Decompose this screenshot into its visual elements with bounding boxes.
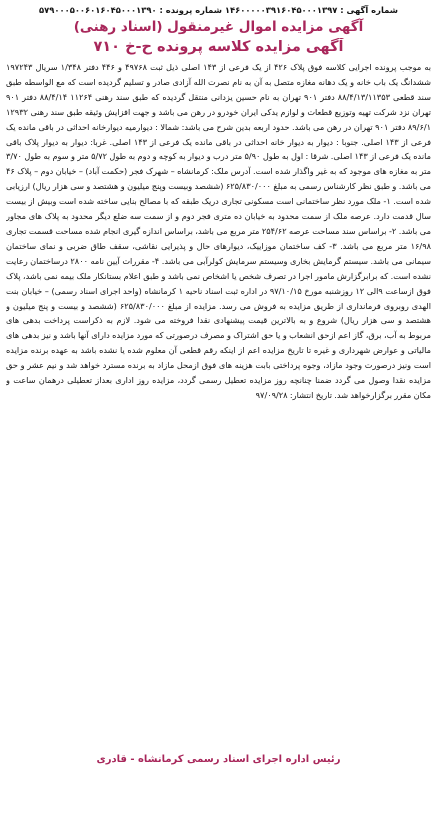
- notice-number-line: شماره آگهی : ۱۴۶۰۰۰۰۰۳۹۱۶۰۴۵۰۰۰۱۳۹۷ شماره پرونده : ۵۷۹۰۰۰۵۰۰۶۰۱۶۰۴۵۰۰۰۱۳۹۰: [39, 5, 398, 15]
- notice-signature: رئیس اداره اجرای اسناد رسمی کرمانشاه - قادری: [96, 754, 341, 765]
- notice-title: آگهی مزایده اموال غیرمنقول (اسناد رهنی): [73, 19, 364, 35]
- notice-body: به موجب پرونده اجرایی کلاسه فوق پلاک ۴۲۶ از یک فرعی از ۱۴۳ اصلی ذیل ثبت ۴۹۷۶۸ و ۴۴۶ دفتر ۱/۳۴۸ سریال ۱۹۷۲۴۳ ششدانگ یک باب خانه و یک دهانه مغازه متصل به آن به نام نصرت الله آزادی صادر و تسلیم گردیده است که مع الواسطه طبق سند قطعی ۸۸/۴/۱۳/۱۱۳۵۳ دفتر ۹۰۱ تهران به نام حسین یزدانی منتقل گردیده که طبق سند رهنی ۱۱۲۶۴ ۸۸/۴/۱۴ دفتر ۹۰۱ تهران نزد شرکت تهیه وتوزیع قطعات و لوازم یدکی ایران خودرو در رهن می باشد و جهت افزایش وثیقه طبق سند رهنی ۱۲۹۳۲ ۸۹/۶/۱ دفتر ۹۰۱ تهران در رهن می باشد. حدود اربعه بدین شرح می باشد: شمالا : دیوارمیه دیوارخانه احداثی در باقی مانده یک فرعی از ۱۴۳ اصلی. جنوبا : دیوار به دیوار خانه احداثی در باقی مانده یک فرعی از ۱۴۳ اصلی. غربا: دیوار به دیوار پلاک باقی مانده یک فرعی از ۱۴۳ اصلی. شرقا : اول به طول ۵/۹۰ متر درب و دیوار به کوچه و دوم به طول ۵/۷۲ متر و سوم به طول ۳/۷۰ متر به مغازه های موجود که به غیر واگذار شده است. آدرس ملک: کرمانشاه – شهرک فجر (حکمت آباد) – خیابان دوم – پلاک ۴۶ می باشد. و طبق نظر کارشناس رسمی به مبلغ ۶۲۵/۸۳۰/۰۰۰ (ششصد وبیست وپنج میلیون و هشتصد و سی هزار ریال) ارزیابی شده است. ۱- ملک مورد نظر ساختمانی است مسکونی تجاری دریک طبقه که با مصالح بنایی ساخته شده است وبیش از بیست سال قدمت دارد. عرصه ملک از سمت محدود به خیابان ده متری فجر دوم و از سمت سه ضلع دیگر محدود به پلاک های مجاور می باشد. ۲- براساس سند مساحت عرصه ۲۵۴/۶۲ متر مربع می باشد، براساس اندازه گیری انجام شده مساحت قسمت تجاری ۱۶/۹۸ متر مربع می باشد. ۳- کف ساختمان موزاییک، دیوارهای حال و پذیرایی نقاشی، سقف طاق ضربی و نمای ساختمان سیمانی می باشد. سیستم گرمایش بخاری وسیستم سرمایش کولرآبی می باشد. ۴- مقررات آیین نامه ۲۸۰۰ درساختمان رعایت نشده است. که برابرگزارش مامور اجرا در تصرف شخص یا اشخاص نمی باشد و طبق اعلام بستانکار ملک بیمه نمی باشد، پلاک فوق ازساعت ۹الی ۱۲ روزشنبه مورخ ۹۷/۱۰/۱۵ در اداره ثبت اسناد ناحیه ۱ کرمانشاه (واحد اجرای اسناد رسمی) – خیابان بنت الهدی روبروی فرمانداری از طریق مزایده به فروش می رسد. مزایده از مبلغ ۶۲۵/۸۳۰/۰۰۰ (ششصد و بیست و پنج میلیون و هشتصد و سی هزار ریال) شروع و به بالاترین قیمت پیشنهادی نقدا فروخته می شود. لازم به ذکراست پرداخت بدهی های مربوط به آب، برق، گاز اعم ازحق انشعاب و یا حق اشتراک و مصرف درصورتی که مورد مزایده دارای آنها باشد و نیز بدهی های مالیاتی و عوارض شهرداری و غیره تا تاریخ مزایده اعم از اینکه رقم قطعی آن معلوم شده یا نشده باشد به عهده برنده مزایده است ونیز درصورت وجود مازاد، وجوه پرداختی بابت هزینه های فوق ازمحل مازاد به برنده مسترد خواهد شد و نیم عشر و حق مزایده نقدا وصول می گردد ضمنا چنانچه روز مزایده تعطیل رسمی گردد، مزایده روز اداری بعداز تعطیلی درهمان ساعت و مکان مقرر برگزارخواهد شد. تاریخ انتشار: ۹۷/۰۹/۲۸: [6, 62, 431, 400]
- notice-subtitle: آگهی مزایده کلاسه پرونده ح-خ ۷۱۰: [93, 39, 344, 55]
